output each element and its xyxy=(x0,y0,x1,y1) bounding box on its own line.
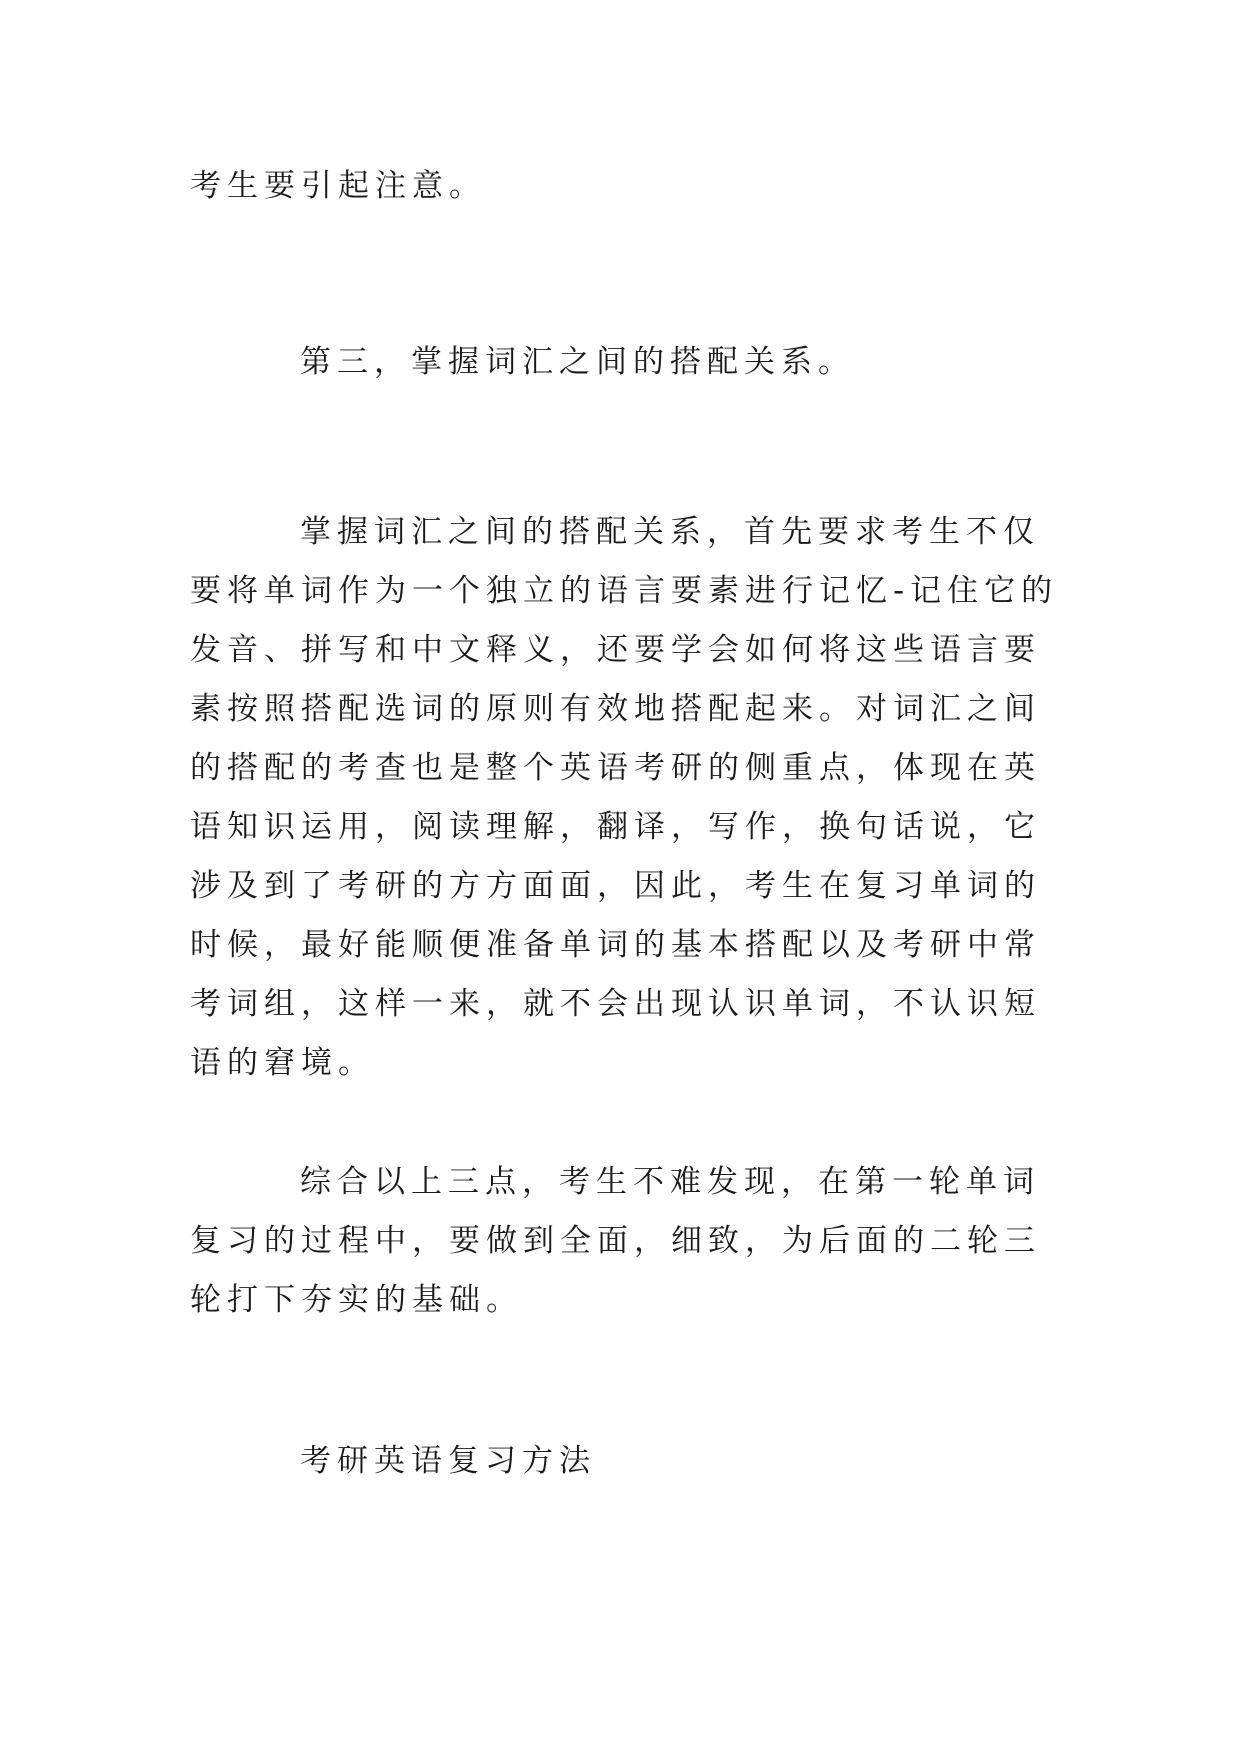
paragraph-summary: 综合以上三点，考生不难发现，在第一轮单词复习的过程中，要做到全面，细致，为后面的二轮三轮打下夯实的基础。 xyxy=(190,1164,1041,1318)
section-heading-third-point: 第三，掌握词汇之间的搭配关系。 xyxy=(300,344,855,380)
paragraph-collocation: 掌握词汇之间的搭配关系，首先要求考生不仅要将单词作为一个独立的语言要素进行记忆-记住它的发音、拼写和中文释义，还要学会如何将这些语言要素按照搭配选词的原则有效地搭配起来。对词汇之间的搭配的考查也是整个英语考研的侧重点，体现在英语知识运用，阅读理解，翻译，写作，换句话说，它涉及到了考研的方方面面，因此，考生在复习单词的时候，最好能顺便准备单词的基本搭配以及考研中常考词组，这样一来，就不会出现认识单词，不认识短语的窘境。 xyxy=(190,514,1059,1081)
paragraph-continuation: 考生要引起注意。 xyxy=(190,168,486,204)
section-heading-review-methods: 考研英语复习方法 xyxy=(300,1443,596,1479)
